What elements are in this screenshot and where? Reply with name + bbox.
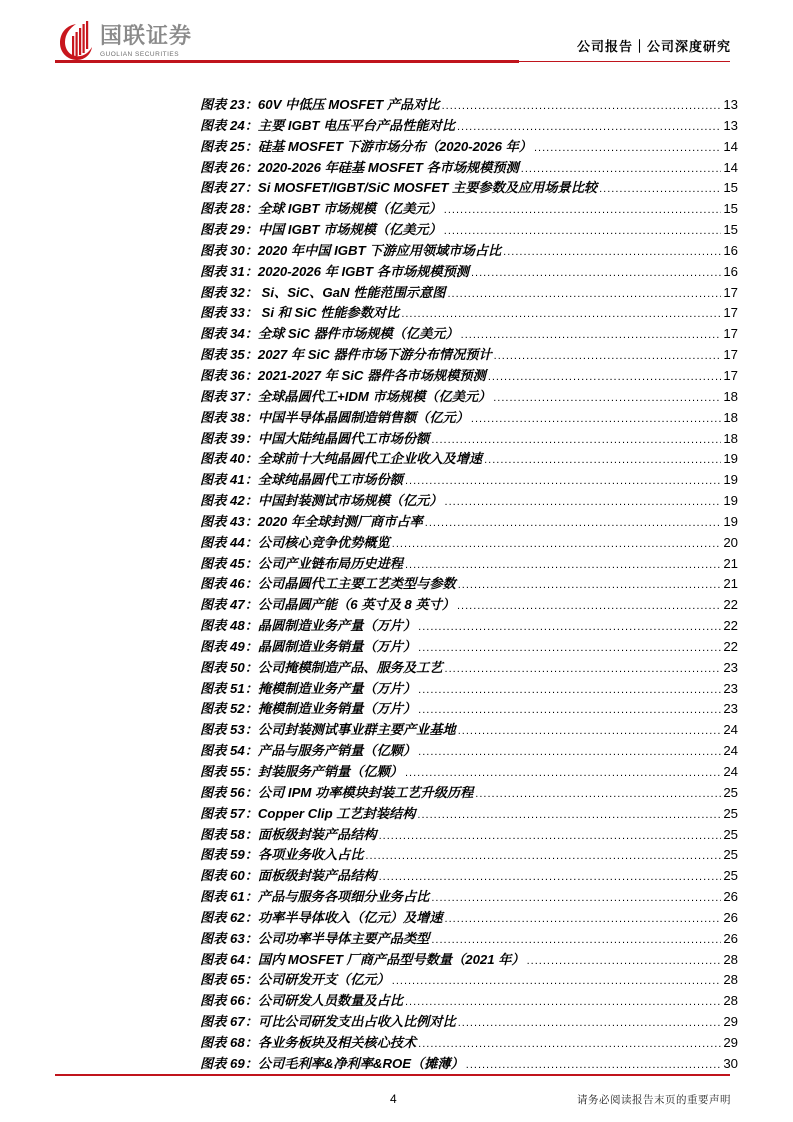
toc-dot-leader [488, 367, 722, 388]
toc-entry-page[interactable]: 16 [723, 263, 738, 279]
toc-entry-label[interactable]: 图表 25：硅基 MOSFET 下游市场分布（2020-2026 年） [200, 138, 532, 154]
toc-entry[interactable] [200, 929, 738, 950]
toc-entry-page[interactable]: 21 [723, 555, 738, 571]
toc-dot-leader [471, 263, 721, 284]
toc-entry-label[interactable]: 图表 30：2020 年中国 IGBT 下游应用领域市场占比 [200, 242, 502, 258]
toc-entry-page[interactable]: 15 [723, 222, 738, 238]
toc-entry-label[interactable]: 图表 43：2020 年全球封测厂商市占率 [200, 513, 423, 529]
toc-dot-leader [442, 96, 722, 117]
toc-entry-page[interactable]: 14 [723, 159, 738, 175]
toc-dot-leader [503, 242, 721, 263]
toc-entry[interactable] [200, 220, 738, 241]
toc-entry-page[interactable]: 24 [723, 764, 738, 779]
toc-entry[interactable] [200, 741, 738, 762]
toc-entry[interactable] [200, 512, 738, 533]
toc-entry[interactable] [200, 387, 738, 408]
toc-entry-page[interactable]: 25 [723, 805, 738, 821]
toc-entry-page[interactable]: 17 [723, 347, 738, 363]
toc-entry-label[interactable]: 图表 24：主要 IGBT 电压平台产品性能对比 [200, 117, 455, 133]
toc-entry-page[interactable]: 19 [723, 513, 738, 529]
toc-dot-leader [461, 325, 722, 346]
toc-entry[interactable] [200, 491, 738, 512]
toc-dot-leader [475, 784, 721, 805]
toc-entry-label[interactable]: 图表 28：全球 IGBT 市场规模（亿美元） [200, 201, 442, 217]
toc-entry[interactable] [200, 178, 738, 199]
toc-entry-page[interactable]: 30 [723, 1055, 738, 1071]
toc-dot-leader [418, 700, 721, 721]
toc-entry-page[interactable]: 19 [723, 451, 738, 467]
toc-entry-label[interactable]: 图表 39：中国大陆纯晶圆代工市场份额 [200, 430, 430, 446]
toc-entry-page[interactable]: 25 [723, 784, 738, 800]
toc-entry[interactable] [200, 554, 738, 575]
logo-english-name: GUOLIAN SECURITIES [100, 50, 180, 58]
toc-entry-label[interactable]: 图表 55：封装服务产销量（亿颗） [200, 764, 403, 779]
toc-entry[interactable] [200, 616, 738, 637]
toc-dot-leader [379, 826, 722, 847]
toc-entry[interactable] [200, 887, 738, 908]
toc-entry-label[interactable]: 图表 50：公司掩模制造产品、服务及工艺 [200, 659, 443, 675]
toc-entry-label[interactable]: 图表 35：2027 年 SiC 器件市场下游分布情况预计 [200, 347, 492, 363]
toc-entry[interactable] [200, 1033, 738, 1054]
toc-entry-page[interactable]: 17 [723, 367, 738, 383]
figure-table-of-contents [200, 95, 738, 1075]
toc-entry-label[interactable]: 图表 64：国内 MOSFET 厂商产品型号数量（2021 年） [200, 951, 525, 967]
toc-entry-page[interactable]: 18 [723, 388, 738, 404]
toc-entry-label[interactable]: 图表 58：面板级封装产品结构 [200, 826, 377, 842]
toc-entry[interactable] [200, 137, 738, 158]
toc-entry[interactable] [200, 825, 738, 846]
toc-entry[interactable] [200, 720, 738, 741]
toc-entry[interactable] [200, 429, 738, 450]
toc-entry-label[interactable]: 图表 44：公司核心竞争优势概览 [200, 534, 390, 550]
toc-entry-label[interactable]: 图表 65：公司研发开支（亿元） [200, 972, 390, 988]
toc-dot-leader [401, 304, 721, 325]
toc-dot-leader [444, 200, 722, 221]
toc-entry[interactable] [200, 199, 738, 220]
toc-entry-label[interactable]: 图表 47：公司晶圆产能（6 英寸及 8 英寸） [200, 597, 455, 613]
toc-entry-page[interactable]: 13 [723, 97, 738, 112]
toc-entry-page[interactable]: 17 [723, 326, 738, 342]
toc-entry[interactable] [200, 1012, 738, 1033]
toc-entry-label[interactable]: 图表 66：公司研发人员数量及占比 [200, 993, 403, 1009]
toc-entry-label[interactable]: 图表 53：公司封装测试事业群主要产业基地 [200, 722, 456, 738]
toc-entry[interactable] [200, 762, 738, 783]
toc-entry-page[interactable]: 20 [723, 534, 738, 550]
toc-dot-leader [444, 221, 722, 242]
toc-entry-label[interactable]: 图表 36：2021-2027 年 SiC 器件各市场规模预测 [200, 367, 486, 383]
toc-entry-label[interactable]: 图表 48：晶圆制造业务产量（万片） [200, 618, 417, 634]
toc-dot-leader [534, 138, 721, 159]
header-rule-thick [55, 60, 519, 63]
toc-dot-leader [521, 159, 722, 180]
toc-entry[interactable] [200, 95, 738, 116]
toc-entry[interactable] [200, 845, 738, 866]
toc-dot-leader [405, 471, 721, 492]
toc-entry-label[interactable]: 图表 69：公司毛利率&净利率&ROE（摊薄） [200, 1055, 464, 1071]
toc-entry-label[interactable]: 图表 51：掩模制造业务产量（万片） [200, 680, 417, 696]
header-rule-thin [519, 61, 730, 62]
toc-dot-leader [379, 867, 722, 888]
toc-entry-label[interactable]: 图表 33： Si 和 SiC 性能参数对比 [200, 305, 400, 321]
toc-entry-page[interactable]: 17 [723, 284, 738, 300]
toc-entry-page[interactable]: 29 [723, 1034, 738, 1050]
footer-rule [55, 1074, 730, 1076]
toc-entry-page[interactable]: 13 [723, 117, 738, 133]
toc-dot-leader [445, 492, 722, 513]
toc-entry-page[interactable]: 15 [723, 201, 738, 217]
toc-entry[interactable] [200, 804, 738, 825]
toc-entry-label[interactable]: 图表 42：中国封装测试市场规模（亿元） [200, 493, 443, 509]
toc-entry-page[interactable]: 29 [723, 1014, 738, 1030]
toc-entry[interactable] [200, 970, 738, 991]
toc-dot-leader [447, 284, 721, 305]
toc-entry[interactable] [200, 408, 738, 429]
toc-entry-label[interactable]: 图表 23：60V 中低压 MOSFET 产品对比 [200, 97, 440, 112]
toc-entry[interactable] [200, 158, 738, 179]
toc-dot-leader [445, 659, 722, 680]
toc-entry-label[interactable]: 图表 32： Si、SiC、GaN 性能范围示意图 [200, 284, 446, 300]
toc-dot-leader [458, 1013, 722, 1034]
toc-entry[interactable] [200, 866, 738, 887]
toc-dot-leader [493, 388, 721, 409]
toc-entry-page[interactable]: 23 [723, 659, 738, 675]
toc-entry[interactable] [200, 908, 738, 929]
toc-entry-page[interactable]: 25 [723, 868, 738, 884]
toc-entry-label[interactable]: 图表 27：Si MOSFET/IGBT/SiC MOSFET 主要参数及应用场景比较 [200, 180, 598, 196]
toc-entry-label[interactable]: 图表 63：公司功率半导体主要产品类型 [200, 930, 430, 946]
toc-entry[interactable] [200, 533, 738, 554]
toc-entry[interactable] [200, 283, 738, 304]
toc-entry-label[interactable]: 图表 49：晶圆制造业务销量（万片） [200, 638, 417, 654]
toc-entry-page[interactable]: 21 [723, 576, 738, 592]
toc-entry-page[interactable]: 28 [723, 972, 738, 988]
toc-dot-leader [445, 909, 722, 930]
toc-entry-page[interactable]: 23 [723, 701, 738, 717]
toc-entry[interactable] [200, 699, 738, 720]
disclaimer-text: 请务必阅读报告末页的重要声明 [577, 1094, 731, 1106]
toc-entry-label[interactable]: 图表 68：各业务板块及相关核心技术 [200, 1034, 417, 1050]
toc-dot-leader [392, 534, 722, 555]
toc-entry-page[interactable]: 26 [723, 909, 738, 925]
toc-dot-leader [527, 951, 722, 972]
report-type-heading: 公司报告｜公司深度研究 [576, 40, 731, 55]
toc-entry-page[interactable]: 23 [723, 680, 738, 696]
toc-dot-leader [494, 346, 722, 367]
toc-dot-leader [418, 742, 721, 763]
toc-entry-page[interactable]: 22 [723, 638, 738, 654]
toc-entry-label[interactable]: 图表 40：全球前十大纯晶圆代工企业收入及增速 [200, 451, 483, 467]
toc-entry[interactable] [200, 1054, 738, 1075]
toc-entry-label[interactable]: 图表 59：各项业务收入占比 [200, 847, 364, 863]
toc-entry-label[interactable]: 图表 54：产品与服务产销量（亿颗） [200, 743, 417, 759]
toc-entry-page[interactable]: 15 [723, 180, 738, 196]
toc-entry[interactable] [200, 449, 738, 470]
toc-entry-label[interactable]: 图表 45：公司产业链布局历史进程 [200, 555, 403, 571]
toc-entry-page[interactable]: 18 [723, 409, 738, 425]
toc-entry-page[interactable]: 24 [723, 722, 738, 738]
toc-entry[interactable] [200, 950, 738, 971]
toc-dot-leader [425, 513, 722, 534]
toc-dot-leader [431, 430, 721, 451]
toc-entry-label[interactable]: 图表 62：功率半导体收入（亿元）及增速 [200, 909, 443, 925]
toc-entry[interactable] [200, 303, 738, 324]
toc-dot-leader [405, 763, 721, 784]
toc-entry-page[interactable]: 28 [723, 993, 738, 1009]
toc-entry-label[interactable]: 图表 46：公司晶圆代工主要工艺类型与参数 [200, 576, 456, 592]
toc-entry-label[interactable]: 图表 37：全球晶圆代工+IDM 市场规模（亿美元） [200, 388, 492, 404]
toc-dot-leader [418, 617, 721, 638]
page-header [0, 0, 793, 70]
toc-entry-label[interactable]: 图表 56：公司 IPM 功率模块封装工艺升级历程 [200, 784, 474, 800]
toc-entry-page[interactable]: 28 [723, 951, 738, 967]
toc-entry-page[interactable]: 19 [723, 472, 738, 488]
toc-entry-page[interactable]: 26 [723, 889, 738, 905]
toc-dot-leader [431, 888, 721, 909]
toc-entry-label[interactable]: 图表 60：面板级封装产品结构 [200, 868, 377, 884]
toc-entry-label[interactable]: 图表 41：全球纯晶圆代工市场份额 [200, 472, 403, 488]
toc-dot-leader [418, 1034, 721, 1055]
toc-entry[interactable] [200, 658, 738, 679]
toc-dot-leader [418, 680, 721, 701]
toc-entry[interactable] [200, 241, 738, 262]
toc-entry[interactable] [200, 345, 738, 366]
toc-dot-leader [471, 409, 721, 430]
toc-entry-label[interactable]: 图表 34：全球 SiC 器件市场规模（亿美元） [200, 326, 459, 342]
toc-dot-leader [417, 805, 721, 826]
toc-entry[interactable] [200, 595, 738, 616]
toc-dot-leader [466, 1055, 722, 1076]
toc-entry[interactable] [200, 324, 738, 345]
toc-entry-label[interactable]: 图表 61：产品与服务各项细分业务占比 [200, 889, 430, 905]
toc-dot-leader [458, 721, 722, 742]
toc-dot-leader [405, 992, 721, 1013]
toc-entry[interactable] [200, 366, 738, 387]
toc-entry[interactable] [200, 470, 738, 491]
page-footer [0, 1088, 793, 1118]
toc-entry-label[interactable]: 图表 38：中国半导体晶圆制造销售额（亿元） [200, 409, 469, 425]
guolian-logo [58, 20, 192, 62]
toc-entry-page[interactable]: 17 [723, 305, 738, 321]
toc-dot-leader [405, 555, 721, 576]
toc-dot-leader [431, 930, 721, 951]
toc-dot-leader [418, 638, 721, 659]
toc-dot-leader [457, 117, 721, 138]
toc-entry[interactable] [200, 991, 738, 1012]
toc-entry[interactable] [200, 679, 738, 700]
toc-entry-label[interactable]: 图表 67：可比公司研发支出占收入比例对比 [200, 1014, 456, 1030]
toc-entry-page[interactable]: 26 [723, 930, 738, 946]
toc-entry-label[interactable]: 图表 29：中国 IGBT 市场规模（亿美元） [200, 222, 442, 238]
toc-entry-label[interactable]: 图表 31：2020-2026 年 IGBT 各市场规模预测 [200, 263, 469, 279]
toc-entry-page[interactable]: 14 [723, 138, 738, 154]
toc-entry[interactable] [200, 637, 738, 658]
guolian-logo-icon [58, 20, 94, 62]
toc-entry[interactable] [200, 262, 738, 283]
toc-dot-leader [599, 179, 721, 200]
toc-entry[interactable] [200, 574, 738, 595]
toc-entry[interactable] [200, 116, 738, 137]
toc-entry-label[interactable]: 图表 26：2020-2026 年硅基 MOSFET 各市场规模预测 [200, 159, 519, 175]
toc-dot-leader [484, 450, 721, 471]
toc-dot-leader [458, 575, 722, 596]
toc-entry[interactable] [200, 783, 738, 804]
toc-dot-leader [457, 596, 721, 617]
toc-entry-page[interactable]: 22 [723, 597, 738, 613]
toc-entry-page[interactable]: 18 [723, 430, 738, 446]
toc-entry-page[interactable]: 19 [723, 493, 738, 509]
logo-chinese-name: 国联证券 [100, 23, 193, 49]
toc-entry-page[interactable]: 22 [723, 618, 738, 634]
toc-dot-leader [365, 846, 721, 867]
page-number: 4 [390, 1092, 397, 1106]
toc-entry-page[interactable]: 25 [723, 826, 738, 842]
toc-entry-page[interactable]: 16 [723, 242, 738, 258]
toc-dot-leader [392, 971, 722, 992]
toc-entry-label[interactable]: 图表 52：掩模制造业务销量（万片） [200, 701, 417, 717]
toc-entry-label[interactable]: 图表 57：Copper Clip 工艺封装结构 [200, 805, 416, 821]
toc-entry-page[interactable]: 25 [723, 847, 738, 863]
toc-entry-page[interactable]: 24 [723, 743, 738, 759]
